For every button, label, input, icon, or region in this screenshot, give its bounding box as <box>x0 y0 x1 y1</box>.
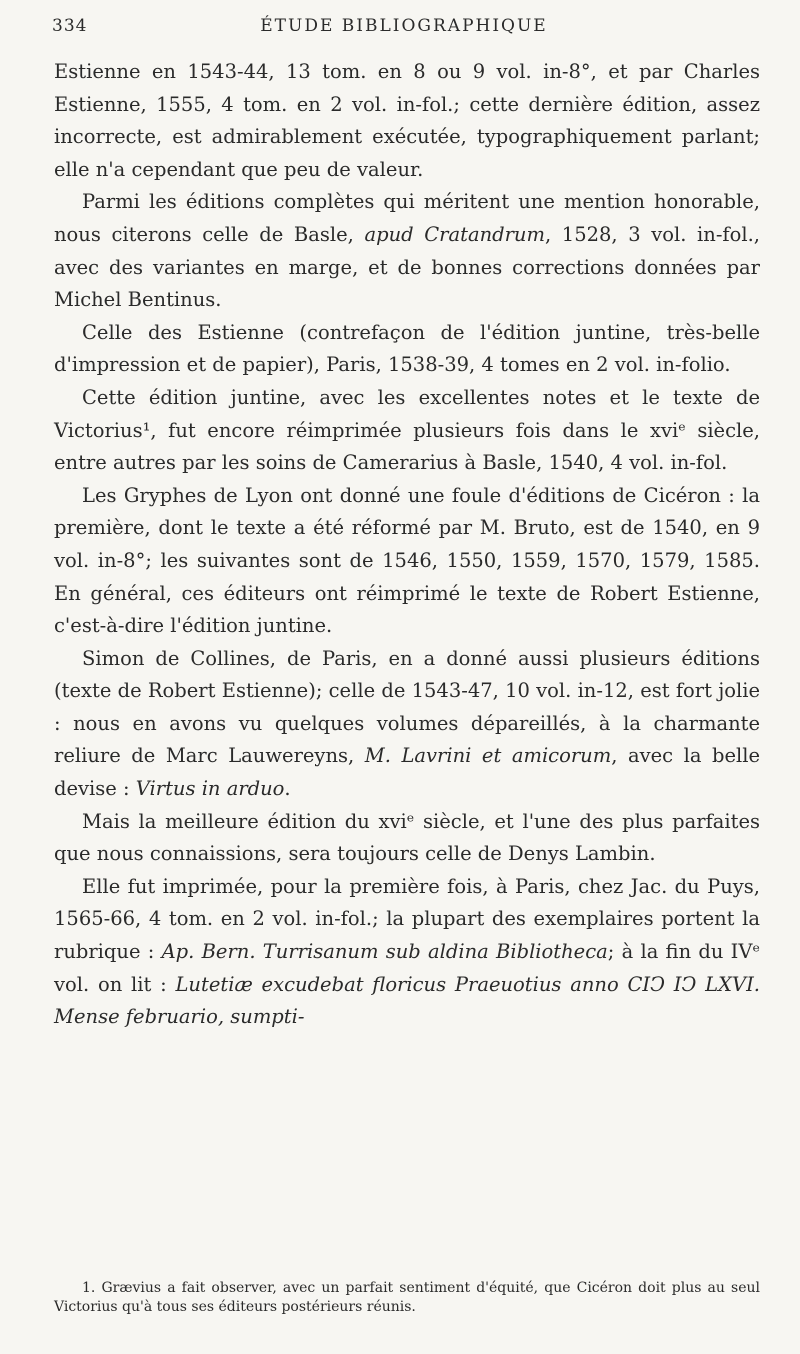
page-number: 334 <box>52 16 88 36</box>
paragraph <box>54 317 760 382</box>
text-run: Cette édition juntine, avec les excellentes notes et le texte de Victorius¹, fut encore réimprimée plusieurs fois dans le xviᵉ siècle, entre autres par les soins de Camerarius à Basle, 1540, 4 vol. in-fol. <box>54 385 760 475</box>
text-run: ; à la fin du IVᵉ vol. on lit : <box>54 940 760 996</box>
paragraph <box>54 871 760 1034</box>
italic-text: Lutetiæ excudebat floricus Praeuotius anno CIↃ IↃ LXVI. Mense februario, sumpti- <box>54 972 760 1029</box>
italic-text: M. Lavrini et amicorum <box>364 744 612 768</box>
paragraph <box>54 480 760 643</box>
text-run: Mais la meilleure édition du xviᵉ siècle, et l'une des plus parfaites que nous connaissions, sera toujours celle de Denys Lambin. <box>54 809 760 866</box>
text-run: Les Gryphes de Lyon ont donné une foule d'éditions de Cicéron : la première, dont le texte a été réformé par M. Bruto, est de 1540, en 9 vol. in-8°; les suivantes sont de 1546, 1550, 1559, 1570, 1579, 1585. En général, ces éditeurs ont réimprimé le texte de Robert Estienne, c'est-à-dire l'édition juntine. <box>54 483 760 638</box>
paragraph <box>54 382 760 480</box>
body-text <box>54 56 760 1034</box>
paragraph <box>54 806 760 871</box>
text-run: Parmi les éditions complètes qui méritent une mention honorable, nous citerons celle de Basle, <box>54 190 760 246</box>
italic-text: Virtus in arduo <box>135 777 285 801</box>
paragraph <box>54 186 760 316</box>
running-title: ÉTUDE BIBLIOGRAPHIQUE <box>260 16 548 36</box>
text-run: , 1528, 3 vol. in-fol., avec des variantes en marge, et de bonnes corrections données par Michel Bentinus. <box>54 222 760 312</box>
text-run: Simon de Collines, de Paris, en a donné aussi plusieurs éditions (texte de Robert Estienne); celle de 1543-47, 10 vol. in-12, est fort jolie : nous en avons vu quelques volumes dépareillés, à la charmante reliure de Marc Lauwereyns, <box>54 646 760 768</box>
footnotes <box>54 1279 760 1317</box>
footnote: 1. Grævius a fait observer, avec un parfait sentiment d'équité, que Cicéron doit plus au seul Victorius qu'à tous ses éditeurs postérieurs réunis. <box>54 1280 760 1315</box>
text-run: Elle fut imprimée, pour la première fois, à Paris, chez Jac. du Puys, 1565-66, 4 tom. en 2 vol. in-fol.; la plupart des exemplaires portent la rubrique : <box>54 874 760 964</box>
paragraph <box>54 643 760 806</box>
paragraph <box>54 56 760 186</box>
text-run: Celle des Estienne (contrefaçon de l'édition juntine, très-belle d'impression et de papier), Paris, 1538-39, 4 tomes en 2 vol. in-folio. <box>54 320 760 377</box>
text-run: . <box>284 777 291 801</box>
text-run: , avec la belle devise : <box>54 744 761 801</box>
text-run: Estienne en 1543-44, 13 tom. en 8 ou 9 vol. in-8°, et par Charles Estienne, 1555, 4 tom. en 2 vol. in-fol.; cette dernière édition, assez incorrecte, est admirablement exécutée, typographiquement parlant; elle n'a cependant que peu de valeur. <box>54 60 760 181</box>
italic-text: Ap. Bern. Turrisanum sub aldina Bibliotheca <box>161 940 608 964</box>
page-header <box>52 16 756 40</box>
italic-text: apud Cratandrum <box>364 222 545 246</box>
